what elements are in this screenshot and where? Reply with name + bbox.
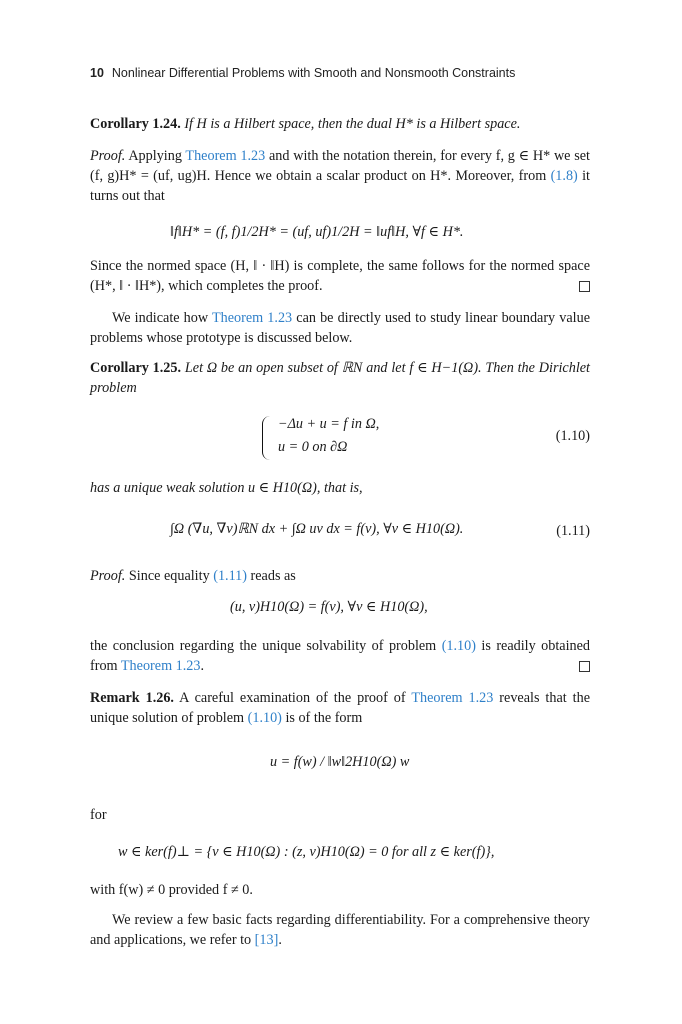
proof-text: and with the notation therein, for every f, g ∈ H* we set (f, g)H* = (uf, ug)H. Hence we obtain a scalar product on H*. Moreover, from [90, 148, 590, 184]
proof-label: Proof. [90, 568, 126, 584]
system-line-1: −Δu + u = f in Ω, [278, 416, 380, 432]
dual-norm-equation: ‖f‖H* = (f, f)1/2H* = (uf, uf)1/2H = ‖uf‖H, ∀f ∈ H*. [170, 224, 464, 240]
page-number: 10 [90, 66, 104, 80]
corollary-1-25-conclusion [90, 636, 590, 676]
proof-label: Proof. [90, 148, 126, 164]
equation-number-1-10: (1.10) [555, 428, 590, 444]
conclusion-text: the conclusion regarding the unique solvability of problem [90, 638, 437, 654]
qed-icon [579, 281, 590, 292]
orthogonal-complement-equation: w ∈ ker(f)⊥ = {v ∈ H10(Ω) : (z, v)H10(Ω) = 0 for all z ∈ ker(f)}, [118, 844, 495, 860]
remark-1-26 [90, 688, 590, 728]
running-title: Nonlinear Differential Problems with Smooth and Nonsmooth Constraints [111, 66, 516, 80]
theorem-1-23-link[interactable]: Theorem 1.23 [185, 148, 266, 164]
eq-1-10-link[interactable]: (1.10) [247, 710, 282, 726]
corollary-1-24-conclusion [90, 256, 590, 296]
proof-text: it turns out that [90, 168, 590, 204]
eq-1-10-link[interactable]: (1.10) [441, 638, 476, 654]
paragraph-text: We indicate how [112, 310, 209, 326]
dirichlet-system [262, 416, 462, 460]
corollary-1-24-label: Corollary 1.24. [90, 116, 181, 132]
qed-icon [579, 661, 590, 672]
proviso-text: with f(w) ≠ 0 provided f ≠ 0. [90, 882, 253, 898]
paragraph-text: . [278, 932, 282, 948]
eq-1-11-link[interactable]: (1.11) [213, 568, 247, 584]
corollary-1-24-statement [90, 114, 590, 134]
reference-13-link[interactable]: [13] [254, 932, 279, 948]
corollary-1-25-text: Let Ω be an open subset of ℝN and let f ∈ H−1(Ω). Then the Dirichlet problem [90, 360, 590, 396]
corollary-1-24-proof [90, 146, 590, 206]
remark-text: reveals that the unique solution of problem [90, 690, 590, 726]
conclusion-text: is readily obtained from [90, 638, 591, 674]
proof-text: Since equality [128, 568, 210, 584]
weak-formulation-equation: ∫Ω (∇u, ∇v)ℝN dx + ∫Ω uv dx = f(v), ∀v ∈ H10(Ω). [170, 521, 464, 537]
running-head [90, 66, 590, 80]
conclusion-text: . [200, 658, 205, 674]
paragraph-text: can be directly used to study linear boundary value problems whose prototype is discussed below. [90, 310, 590, 346]
remark-text: A careful examination of the proof of [179, 690, 406, 706]
weak-solution-text: has a unique weak solution u ∈ H10(Ω), that is, [90, 480, 363, 496]
theorem-1-23-link[interactable]: Theorem 1.23 [120, 658, 201, 674]
conclusion-text: Since the normed space (H, ‖ · ‖H) is complete, the same follows for the normed space (H*, ‖ · ‖H*), which completes the proof. [90, 258, 590, 294]
for-word: for [90, 807, 107, 823]
solution-formula-equation: u = f(w) / ‖w‖2H10(Ω) w [270, 754, 410, 770]
paragraph-text: We review a few basic facts regarding differentiability. For a comprehensive theory and applications, we refer to [90, 912, 590, 948]
proof-text: Applying [128, 148, 182, 164]
theorem-1-23-link[interactable]: Theorem 1.23 [411, 690, 494, 706]
remark-1-26-label: Remark 1.26. [90, 690, 174, 706]
remark-text: is of the form [285, 710, 363, 726]
left-brace [262, 416, 271, 460]
scalar-product-equation: (u, v)H10(Ω) = f(v), ∀v ∈ H10(Ω), [230, 599, 428, 615]
eq-1-8-link[interactable]: (1.8) [550, 168, 578, 184]
theorem-1-23-link[interactable]: Theorem 1.23 [211, 310, 293, 326]
indicate-paragraph [90, 308, 590, 348]
proof-text: reads as [250, 568, 296, 584]
equation-number-1-11: (1.11) [556, 523, 590, 539]
corollary-1-25-statement [90, 358, 590, 398]
corollary-1-25-label: Corollary 1.25. [90, 360, 182, 376]
corollary-1-24-text: If H is a Hilbert space, then the dual H* is a Hilbert space. [184, 116, 521, 132]
closing-paragraph [90, 910, 590, 950]
corollary-1-25-proof [90, 566, 590, 586]
system-line-2: u = 0 on ∂Ω [278, 439, 348, 455]
